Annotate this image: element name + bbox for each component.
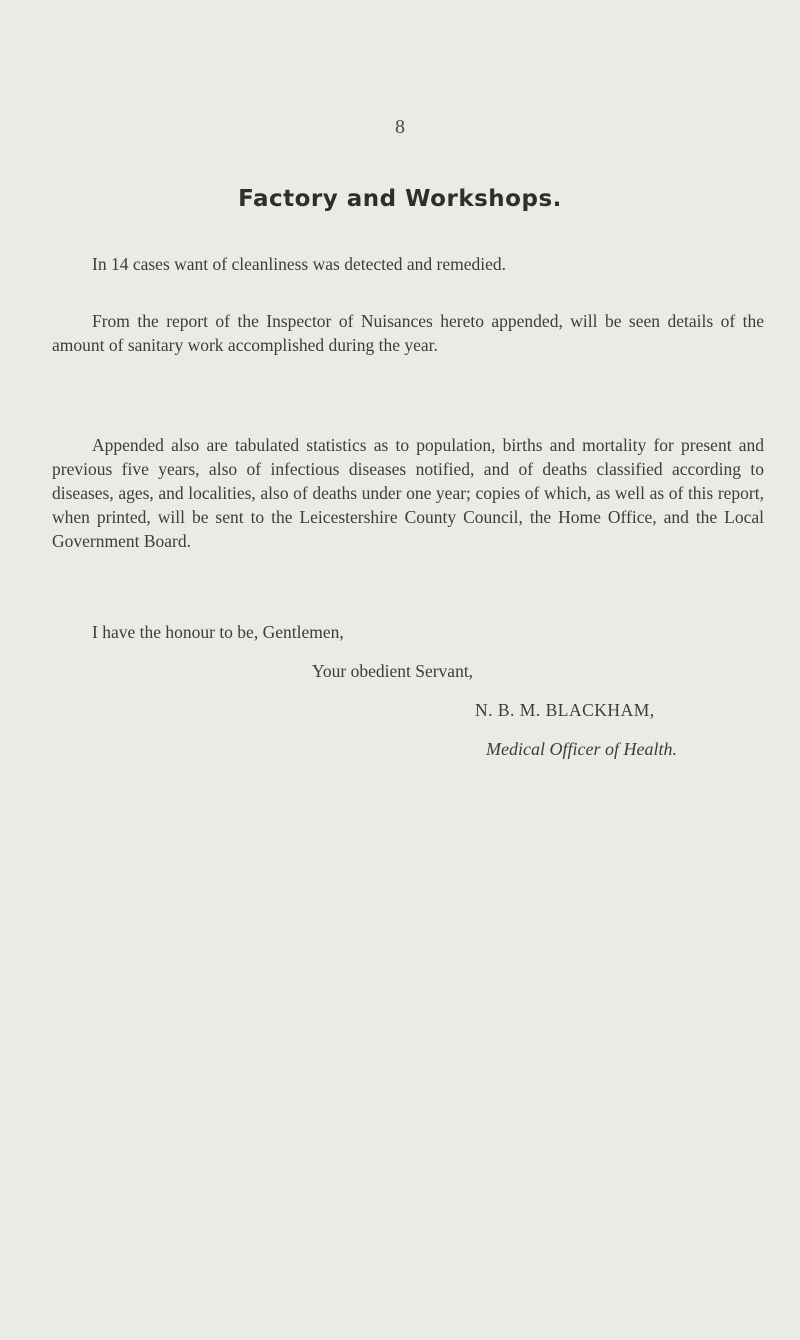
page-title: Factory and Workshops.	[238, 186, 562, 212]
closing-line: I have the honour to be, Gentlemen,	[92, 622, 344, 642]
paragraph-inspector-report: From the report of the Inspector of Nuisances hereto appended, will be seen details of the amount of sanitary work accomplished during the year.	[52, 311, 764, 355]
signer-name: N. B. M. BLACKHAM,	[475, 700, 655, 720]
paragraph-statistics: Appended also are tabulated statistics as to population, births and mortality for present and previous five years, also of infectious diseases notified, and of deaths classified according to diseases, ages, and localities, also of deaths under one year; copies of which, as well as of this report, when printed, will be sent to the Leicestershire County Council, the Home Office, and the Local Government Board.	[52, 435, 764, 551]
paragraph-cleanliness: In 14 cases want of cleanliness was detected and remedied.	[92, 254, 507, 274]
signer-title: Medical Officer of Health.	[486, 739, 677, 759]
page-number: 8	[395, 116, 405, 138]
signoff-line: Your obedient Servant,	[312, 661, 474, 681]
